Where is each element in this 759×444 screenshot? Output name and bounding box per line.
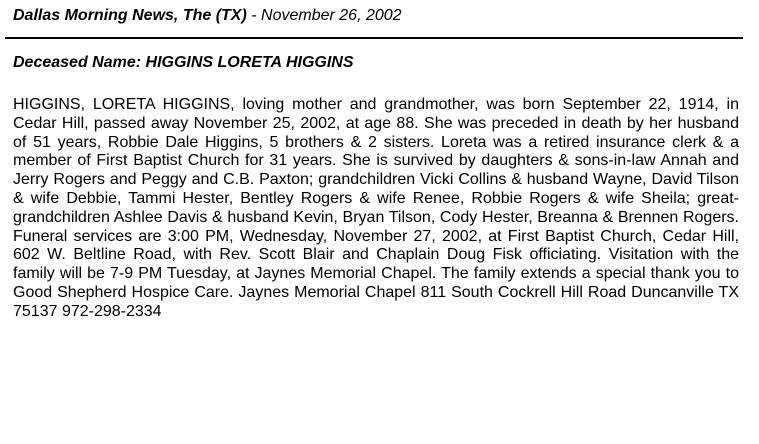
publication-date: November 26, 2002 [261, 7, 402, 24]
publication-name: Dallas Morning News, The (TX) [13, 7, 247, 24]
obituary-text: HIGGINS, LORETA HIGGINS, loving mother and grandmother, was born September 22, 1914, in Cedar Hill, passed away November 25, 2002, at age 88. She was preceded in death by her husband of 51 years, Robbie Dale Higgins, 5 brothers & 2 sisters. Loreta was a retired insurance clerk & a member of First Baptist Church for 31 years. She is survived by daughters & sons-in-law Annah and Jerry Rogers and Peggy and C.B. Paxton; grandchildren Vicki Collins & husband Wayne, David Tilson & wife Debbie, Tammi Hester, Bentley Rogers & wife Renee, Robbie Rogers & wife Sheila; great-grandchildren Ashlee Davis & husband Kevin, Bryan Tilson, Cody Hester, Breanna & Brennen Rogers. Funeral services are 3:00 PM, Wednesday, November 27, 2002, at First Baptist Church, Cedar Hill, 602 W. Beltline Road, with Rev. Scott Blair and Chaplain Doug Fisk officiating. Visitation with the family will be 7-9 PM Tuesday, at Jaynes Memorial Chapel. The family extends a special thank you to Good Shepherd Hospice Care. Jaynes Memorial Chapel 811 South Cockrell Hill Road Duncanville TX 75137 972-298-2334 [13, 96, 739, 320]
deceased-name: HIGGINS LORETA HIGGINS [145, 54, 354, 71]
header-separator: - [246, 7, 262, 24]
deceased-heading [13, 54, 354, 72]
deceased-label: Deceased Name: [13, 54, 146, 71]
publication-header [13, 7, 402, 25]
header-divider [5, 37, 743, 39]
